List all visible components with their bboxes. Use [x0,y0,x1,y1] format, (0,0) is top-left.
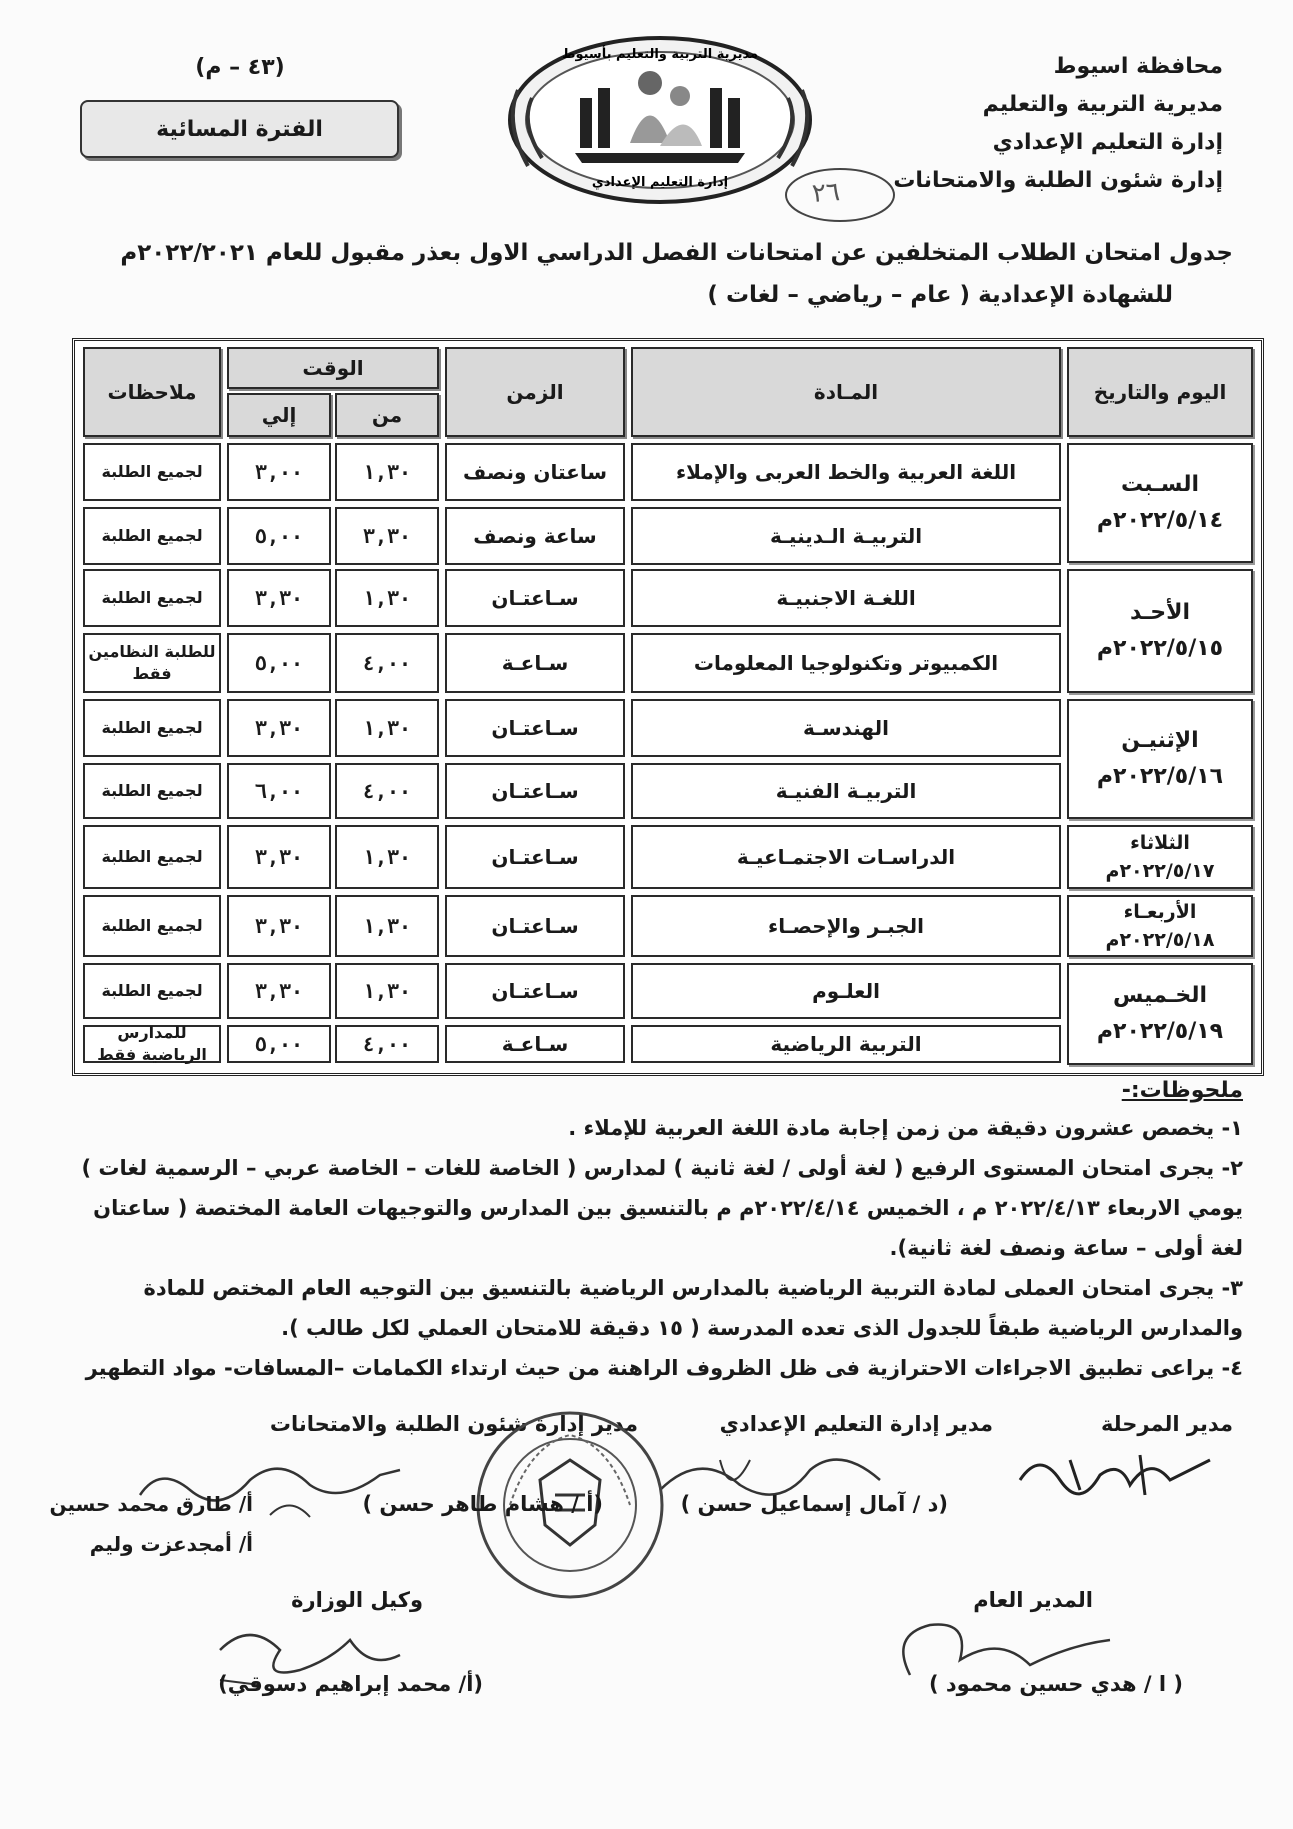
time-to-cell: ٣,٣٠ [227,569,331,627]
day-date: ٢٠٢٢/٥/١٤م [1096,508,1224,533]
note-cell: للطلبة النظامين فقط [83,633,221,693]
duration-cell: سـاعـة [445,1025,625,1063]
note-cell: لجميع الطلبة [83,699,221,757]
subject-cell: الجبـر والإحصـاء [631,895,1061,957]
day-date: ٢٠٢٢/٥/١٧م [1105,860,1215,882]
day-cell [1067,443,1253,563]
time-to-cell: ٣,٣٠ [227,825,331,889]
time-to-cell: ٥,٠٠ [227,633,331,693]
note-item: ٣- يجرى امتحان العملى لمادة التربية الرياضية بالمدارس الرياضية بالتنسيق بين التوجيه العام المختص للمادة والمدارس الرياضية طبقاً للجدول الذى تعده المدرسة ( ١٥ دقيقة للامتحان العملي لكل طالب ). [143,1276,1243,1340]
day-date: ٢٠٢٢/٥/١٩م [1096,1019,1224,1044]
day-date: ٢٠٢٢/٥/١٨م [1105,929,1215,951]
day-name: الإثنيـن [1121,728,1199,753]
duration-cell: ساعة ونصف [445,507,625,565]
notes-list [80,1108,1243,1388]
duration-cell: سـاعتـان [445,963,625,1019]
time-from-cell: ٤,٠٠ [335,1025,439,1063]
header-subject: المـادة [631,347,1061,437]
students-director-name: (أ / هشام طاهر حسن ) [362,1492,603,1516]
time-to-cell: ٣,٠٠ [227,443,331,501]
subject-cell: التربية الرياضية [631,1025,1061,1063]
time-from-cell: ١,٣٠ [335,443,439,501]
time-from-cell: ١,٣٠ [335,825,439,889]
svg-text:إدارة التعليم الإعدادي: إدارة التعليم الإعدادي [591,175,729,190]
stage-manager-title: مدير المرحلة [1100,1412,1233,1436]
time-from-cell: ٤,٠٠ [335,763,439,819]
stage-manager-signature [1010,1440,1220,1510]
students-dept-label: إدارة شئون الطلبة والامتحانات [893,168,1223,193]
document-title [60,232,1233,316]
students-director-title: مدير إدارة شئون الطلبة والامتحانات [269,1412,638,1436]
subject-cell: التربيـة الفنيـة [631,763,1061,819]
note-cell: لجميع الطلبة [83,443,221,501]
general-director-title: المدير العام [973,1588,1093,1612]
time-to-cell: ٥,٠٠ [227,507,331,565]
note-item: ٤- يراعى تطبيق الاجراءات الاحترازية فى ظل الظروف الراهنة من حيث ارتداء الكمامات –المسافات- مواد التطهير [85,1356,1243,1380]
notes-heading: ملحوظات:- [1121,1078,1243,1103]
day-cell [1067,699,1253,819]
day-name: الأربعـاء [1123,901,1197,923]
note-cell: لجميع الطلبة [83,763,221,819]
day-name: الثلاثاء [1130,832,1190,854]
note-cell: للمدارس الرياضية فقط [83,1025,221,1063]
note-cell: لجميع الطلبة [83,507,221,565]
duration-cell: سـاعتـان [445,763,625,819]
note-cell: لجميع الطلبة [83,963,221,1019]
header-duration: الزمن [445,347,625,437]
duration-cell: سـاعتـان [445,895,625,957]
day-name: الخـميس [1113,983,1208,1008]
day-date: ٢٠٢٢/٥/١٦م [1096,764,1224,789]
period-box [80,100,399,158]
header-from: من [335,393,439,437]
day-date: ٢٠٢٢/٥/١٥م [1096,636,1224,661]
time-from-cell: ١,٣٠ [335,699,439,757]
note-item: ١- يخصص عشرون دقيقة من زمن إجابة مادة اللغة العربية للإملاء . [568,1116,1243,1140]
prep-dept-label: إدارة التعليم الإعدادي [992,130,1223,155]
time-from-cell: ٣,٣٠ [335,507,439,565]
subject-cell: الكمبيوتر وتكنولوجيا المعلومات [631,633,1061,693]
header-notes: ملاحظات [83,347,221,437]
day-cell [1067,963,1253,1065]
form-code: (٤٣ – م) [195,55,285,80]
issuing-authority [893,48,1223,200]
directorate-label: مديرية التربية والتعليم [982,92,1223,117]
day-name: الأحـد [1130,600,1191,625]
exam-schedule-table [72,338,1264,1076]
title-line-1: جدول امتحان الطلاب المتخلفين عن امتحانات الفصل الدراسي الاول بعذر مقبول للعام ٢٠٢٢/٢٠٢١م [120,240,1233,266]
time-from-cell: ١,٣٠ [335,895,439,957]
header-day-date: اليوم والتاريخ [1067,347,1253,437]
period-label: الفترة المسائية [156,116,323,142]
day-cell [1067,825,1253,889]
note-cell: لجميع الطلبة [83,569,221,627]
duration-cell: سـاعـة [445,633,625,693]
subject-cell: التربيـة الـدينيـة [631,507,1061,565]
students-director-signature [120,1445,420,1535]
day-cell [1067,569,1253,693]
subject-cell: الهندسـة [631,699,1061,757]
title-line-2: للشهادة الإعدادية ( عام – رياضي – لغات ) [707,282,1173,308]
time-to-cell: ٥,٠٠ [227,1025,331,1063]
svg-text:مديرية التربية والتعليم بأسيوط: مديرية التربية والتعليم بأسيوط [561,47,759,62]
time-from-cell: ١,٣٠ [335,963,439,1019]
time-to-cell: ٣,٣٠ [227,895,331,957]
day-name: السـبت [1121,472,1199,497]
subject-cell: الدراسـات الاجتمـاعيـة [631,825,1061,889]
time-to-cell: ٣,٣٠ [227,699,331,757]
header-to: إلي [227,393,331,437]
general-director-name: ( ا / هدي حسين محمود ) [929,1672,1183,1696]
stage-manager-name-1: أ/ طارق محمد حسين [49,1492,253,1516]
duration-cell: سـاعتـان [445,569,625,627]
prep-director-title: مدير إدارة التعليم الإعدادي [719,1412,993,1436]
duration-cell: سـاعتـان [445,825,625,889]
header-time: الوقت [227,347,439,389]
time-from-cell: ١,٣٠ [335,569,439,627]
duration-cell: سـاعتـان [445,699,625,757]
time-from-cell: ٤,٠٠ [335,633,439,693]
time-to-cell: ٦,٠٠ [227,763,331,819]
subject-cell: العلـوم [631,963,1061,1019]
stage-manager-name-2: أ/ أمجدعزت وليم [89,1532,253,1556]
time-to-cell: ٣,٣٠ [227,963,331,1019]
day-cell [1067,895,1253,957]
note-cell: لجميع الطلبة [83,825,221,889]
handwritten-number: ٢٦ [810,177,841,209]
subject-cell: اللغـة الاجنبيـة [631,569,1061,627]
undersecretary-name: (أ/ محمد إبراهيم دسوقي) [218,1672,483,1696]
subject-cell: اللغة العربية والخط العربى والإملاء [631,443,1061,501]
duration-cell: ساعتان ونصف [445,443,625,501]
prep-director-name: (د / آمال إسماعيل حسن ) [680,1492,948,1516]
note-cell: لجميع الطلبة [83,895,221,957]
note-item: ٢- يجرى امتحان المستوى الرفيع ( لغة أولى / لغة ثانية ) لمدارس ( الخاصة للغات – الخاصة عربي – الرسمية لغات ) يومي الاربعاء ٢٠٢٢/٤/١٣ م ، الخميس ٢٠٢٢/٤/١٤م م بالتنسيق بين المدارس والتوجيهات العامة المختصة ( ساعتان لغة أولى – ساعة ونصف لغة ثانية). [81,1156,1243,1260]
undersecretary-title: وكيل الوزارة [291,1588,423,1612]
governorate-label: محافظة اسيوط [1053,54,1223,79]
